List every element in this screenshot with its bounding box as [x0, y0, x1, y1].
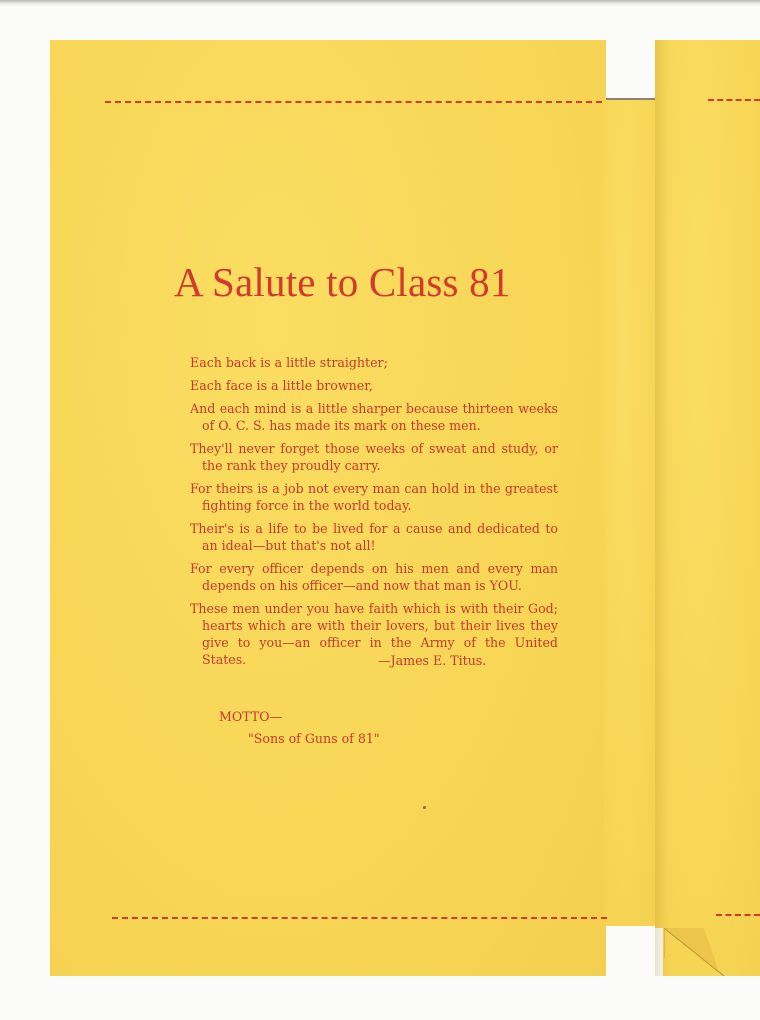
- sheet-right: [655, 40, 760, 976]
- sheet-notch-top: [606, 40, 655, 100]
- poem-stanza: Their's is a life to be lived for a cause and dedicated to an ideal—but that's not all!: [190, 521, 558, 553]
- poem-stanza: Each face is a little browner,: [190, 378, 373, 393]
- scanner-edge: [0, 0, 760, 6]
- sheet-left-extension: [604, 100, 657, 926]
- fold-shadow: [655, 40, 669, 976]
- decorative-dashed-rule-top: [105, 101, 602, 103]
- decorative-dashed-rule-bottom: [112, 917, 607, 919]
- poem-body: [190, 354, 558, 674]
- folded-corner-mark: [664, 928, 724, 976]
- poem-stanza: These men under you have faith which is with their God; hearts which are with their lovers, but their lives they give to you—an officer in the Army of the United States.: [190, 601, 558, 667]
- paper-speck: [423, 806, 426, 809]
- poem-stanza: For theirs is a job not every man can hold in the greatest fighting force in the world today.: [190, 481, 558, 513]
- motto-label: MOTTO—: [219, 709, 283, 724]
- poem-stanza: They'll never forget those weeks of sweat and study, or the rank they proudly carry.: [190, 441, 558, 473]
- decorative-dashed-rule-top-right: [708, 99, 760, 101]
- poem-stanza: Each back is a little straighter;: [190, 355, 388, 370]
- page-title: A Salute to Class 81: [174, 259, 511, 305]
- decorative-dashed-rule-bottom-right: [716, 914, 760, 916]
- motto-text: "Sons of Guns of 81": [248, 731, 380, 746]
- poem-stanza: And each mind is a little sharper because thirteen weeks of O. C. S. has made its mark on these men.: [190, 401, 558, 433]
- poem-stanza: For every officer depends on his men and every man depends on his officer—and now that man is YOU.: [190, 561, 558, 593]
- poem-author: —James E. Titus.: [378, 653, 487, 668]
